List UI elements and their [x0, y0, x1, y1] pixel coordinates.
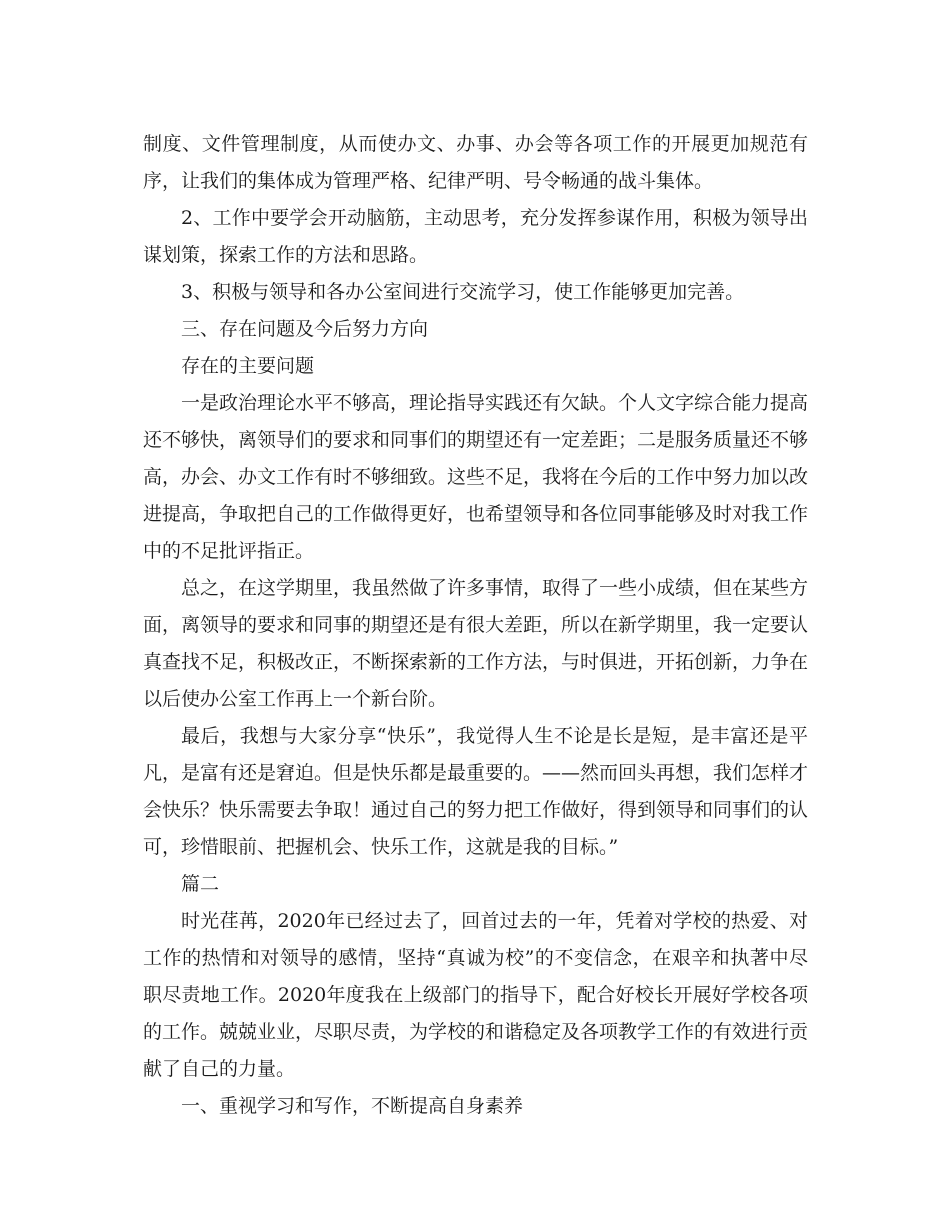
paragraph-problems-detail: 一是政治理论水平不够高，理论指导实践还有欠缺。个人文字综合能力提高还不够快，离领导们的要求和同事们的期望还有一定差距；二是服务质量还不够高，办会、办文工作有时不够细致。这些不足，我将在今后的工作中努力加以改进提高，争取把自己的工作做得更好，也希望领导和各位同事能够及时对我工作中的不足批评指正。	[143, 392, 809, 562]
subheading-main-problems: 存在的主要问题	[181, 355, 315, 377]
section-heading-study-writing: 一、重视学习和写作，不断提高自身素养	[181, 1095, 524, 1117]
paragraph-continued-text: 制度、文件管理制度，从而使办文、办事、办会等各项工作的开展更加规范有序，让我们的集体成为管理严格、纪律严明、号令畅通的战斗集体。	[143, 133, 808, 192]
paragraph-intro-part-two: 时光荏苒，2020年已经过去了，回首过去的一年，凭着对学校的热爱、对工作的热情和对领导的感情，坚持“真诚为校”的不变信念，在艰辛和执著中尽职尽责地工作。2020年度我在上级部门的指导下，配合好校长开展好学校各项的工作。兢兢业业，尽职尽责，为学校的和谐稳定及各项教学工作的有效进行贡献了自己的力量。	[143, 910, 809, 1080]
paragraph-closing: 最后，我想与大家分享“快乐”，我觉得人生不论是长是短，是丰富还是平凡，是富有还是窘迫。但是快乐都是最重要的。——然而回头再想，我们怎样才会快乐？快乐需要去争取！通过自己的努力把工作做好，得到领导和同事们的认可，珍惜眼前、把握机会、快乐工作，这就是我的目标。”	[143, 725, 809, 858]
document-body	[143, 126, 808, 1125]
paragraph-item-3: 3、积极与领导和各办公室间进行交流学习，使工作能够更加完善。	[181, 281, 745, 303]
paragraph-item-2: 2、工作中要学会开动脑筋，主动思考，充分发挥参谋作用，积极为领导出谋划策，探索工作的方法和思路。	[143, 207, 808, 266]
paragraph-summary: 总之，在这学期里，我虽然做了许多事情，取得了一些小成绩，但在某些方面，离领导的要求和同事的期望还是有很大差距，所以在新学期里，我一定要认真查找不足，积极改正，不断探索新的工作方法，与时俱进，开拓创新，力争在以后使办公室工作再上一个新台阶。	[143, 577, 809, 710]
section-label-part-two: 篇二	[181, 873, 220, 895]
section-heading-problems: 三、存在问题及今后努力方向	[181, 318, 429, 340]
